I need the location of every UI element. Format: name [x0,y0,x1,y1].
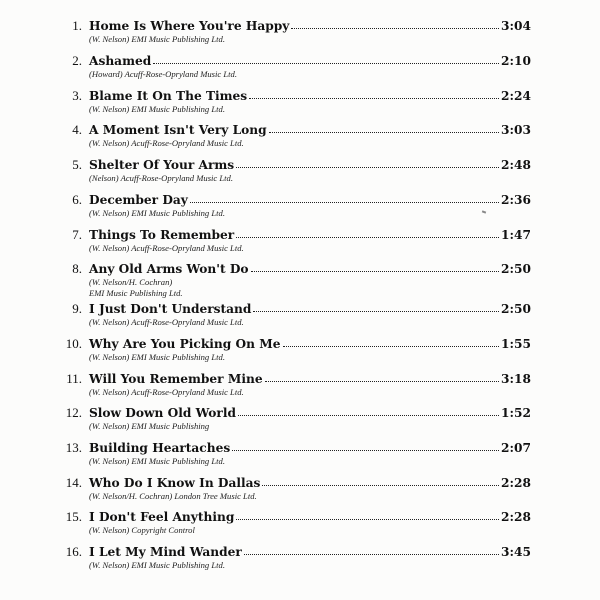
track-title-line [89,371,531,387]
credit-line: (W. Nelson) EMI Music Publishing Ltd. [89,208,225,218]
credit-line: (W. Nelson) Acuff-Rose-Opryland Music Ltd. [89,243,244,253]
track-credits [89,491,257,502]
track-title: Who Do I Know In Dallas [89,476,261,490]
track-title-line [89,53,531,69]
track-credits [89,352,225,363]
track-credits [89,243,244,254]
track-duration: 2:50 [501,262,531,276]
track-number: 7. [72,227,82,242]
track-title-line [89,227,531,243]
track-title-line [89,405,531,421]
track-duration: 2:07 [501,441,531,455]
track-title: I Don't Feel Anything [89,510,235,524]
track-title-line [89,261,531,277]
track-title-line [89,88,531,104]
track-title-line [89,157,531,173]
track-number: 5. [72,157,82,172]
track-credits [89,138,244,149]
dot-leader [244,553,499,555]
track-credits [89,104,225,115]
track-credits [89,277,183,299]
credit-line: (W. Nelson) Acuff-Rose-Opryland Music Ltd. [89,387,244,397]
track-credits [89,208,225,219]
track-duration: 1:55 [501,337,531,351]
track-duration: 1:47 [501,228,531,242]
track-title-line [89,509,531,525]
dot-leader [251,270,500,272]
track-number: 8. [72,261,82,276]
track-title: December Day [89,193,188,207]
track-duration: 3:03 [501,123,531,137]
dot-leader [153,62,499,64]
track-title-line [89,475,531,491]
track-credits [89,421,209,432]
track-title: Blame It On The Times [89,89,248,103]
credit-line: (W. Nelson/H. Cochran) London Tree Music Ltd. [89,491,257,501]
credit-line: (W. Nelson) EMI Music Publishing Ltd. [89,104,225,114]
credit-line: (W. Nelson) Acuff-Rose-Opryland Music Ltd. [89,138,244,148]
track-credits [89,173,233,184]
track-number: 15. [65,509,82,524]
credit-line: (W. Nelson) Copyright Control [89,525,195,535]
track-title-line [89,336,531,352]
track-credits [89,456,225,467]
track-credits [89,525,195,536]
dot-leader [283,345,500,347]
track-duration: 3:18 [501,372,531,386]
track-duration: 2:24 [501,89,531,103]
track-credits [89,34,225,45]
dot-leader [265,380,499,382]
credit-line: EMI Music Publishing Ltd. [89,288,183,298]
dot-leader [232,449,499,451]
track-number: 16. [65,544,82,559]
dot-leader [236,166,499,168]
track-title: I Just Don't Understand [89,302,252,316]
track-title: Why Are You Picking On Me [89,337,281,351]
track-number: 3. [72,88,82,103]
track-title: I Let My Mind Wander [89,545,242,559]
track-number: 2. [72,53,82,68]
track-title-line [89,192,531,208]
track-title: Home Is Where You're Happy [89,19,290,33]
track-credits [89,387,244,398]
track-number: 14. [65,475,82,490]
track-title: Building Heartaches [89,441,231,455]
track-duration: 1:52 [501,406,531,420]
track-title: Slow Down Old World [89,406,236,420]
track-duration: 2:10 [501,54,531,68]
credit-line: (W. Nelson) EMI Music Publishing Ltd. [89,560,225,570]
track-credits [89,560,225,571]
track-duration: 2:48 [501,158,531,172]
track-number: 10. [65,336,82,351]
track-duration: 3:04 [501,19,531,33]
track-title-line [89,301,531,317]
track-title: Will You Remember Mine [89,372,263,386]
dot-leader [236,518,499,520]
track-number: 4. [72,122,82,137]
track-number: 11. [66,371,82,386]
track-number: 13. [65,440,82,455]
track-credits [89,69,237,80]
track-title-line [89,122,531,138]
dot-leader [190,201,499,203]
track-duration: 3:45 [501,545,531,559]
credit-line: (W. Nelson) EMI Music Publishing Ltd. [89,456,225,466]
track-title: Things To Remember [89,228,235,242]
credit-line: (W. Nelson) EMI Music Publishing [89,421,210,431]
dot-leader [269,131,499,133]
track-number: 1. [72,18,82,33]
track-title: Ashamed [89,54,152,68]
dot-leader [253,310,499,312]
credit-line: (W. Nelson/H. Cochran) [89,277,173,287]
print-speck [482,210,486,213]
dot-leader [236,236,499,238]
dot-leader [238,414,499,416]
track-title-line [89,544,531,560]
track-credits [89,317,244,328]
track-duration: 2:28 [501,476,531,490]
track-number: 12. [65,405,82,420]
credit-line: (W. Nelson) Acuff-Rose-Opryland Music Ltd. [89,317,244,327]
track-title-line [89,18,531,34]
track-duration: 2:28 [501,510,531,524]
dot-leader [291,27,499,29]
track-title: Shelter Of Your Arms [89,158,235,172]
credit-line: (W. Nelson) EMI Music Publishing Ltd. [89,352,225,362]
track-number: 9. [72,301,82,316]
track-duration: 2:50 [501,302,531,316]
track-title: Any Old Arms Won't Do [89,262,249,276]
dot-leader [249,97,499,99]
track-title-line [89,440,531,456]
track-title: A Moment Isn't Very Long [89,123,267,137]
credit-line: (W. Nelson) EMI Music Publishing Ltd. [89,34,225,44]
track-number: 6. [72,192,82,207]
dot-leader [262,484,499,486]
track-duration: 2:36 [501,193,531,207]
credit-line: (Howard) Acuff-Rose-Opryland Music Ltd. [89,69,237,79]
credit-line: (Nelson) Acuff-Rose-Opryland Music Ltd. [89,173,234,183]
